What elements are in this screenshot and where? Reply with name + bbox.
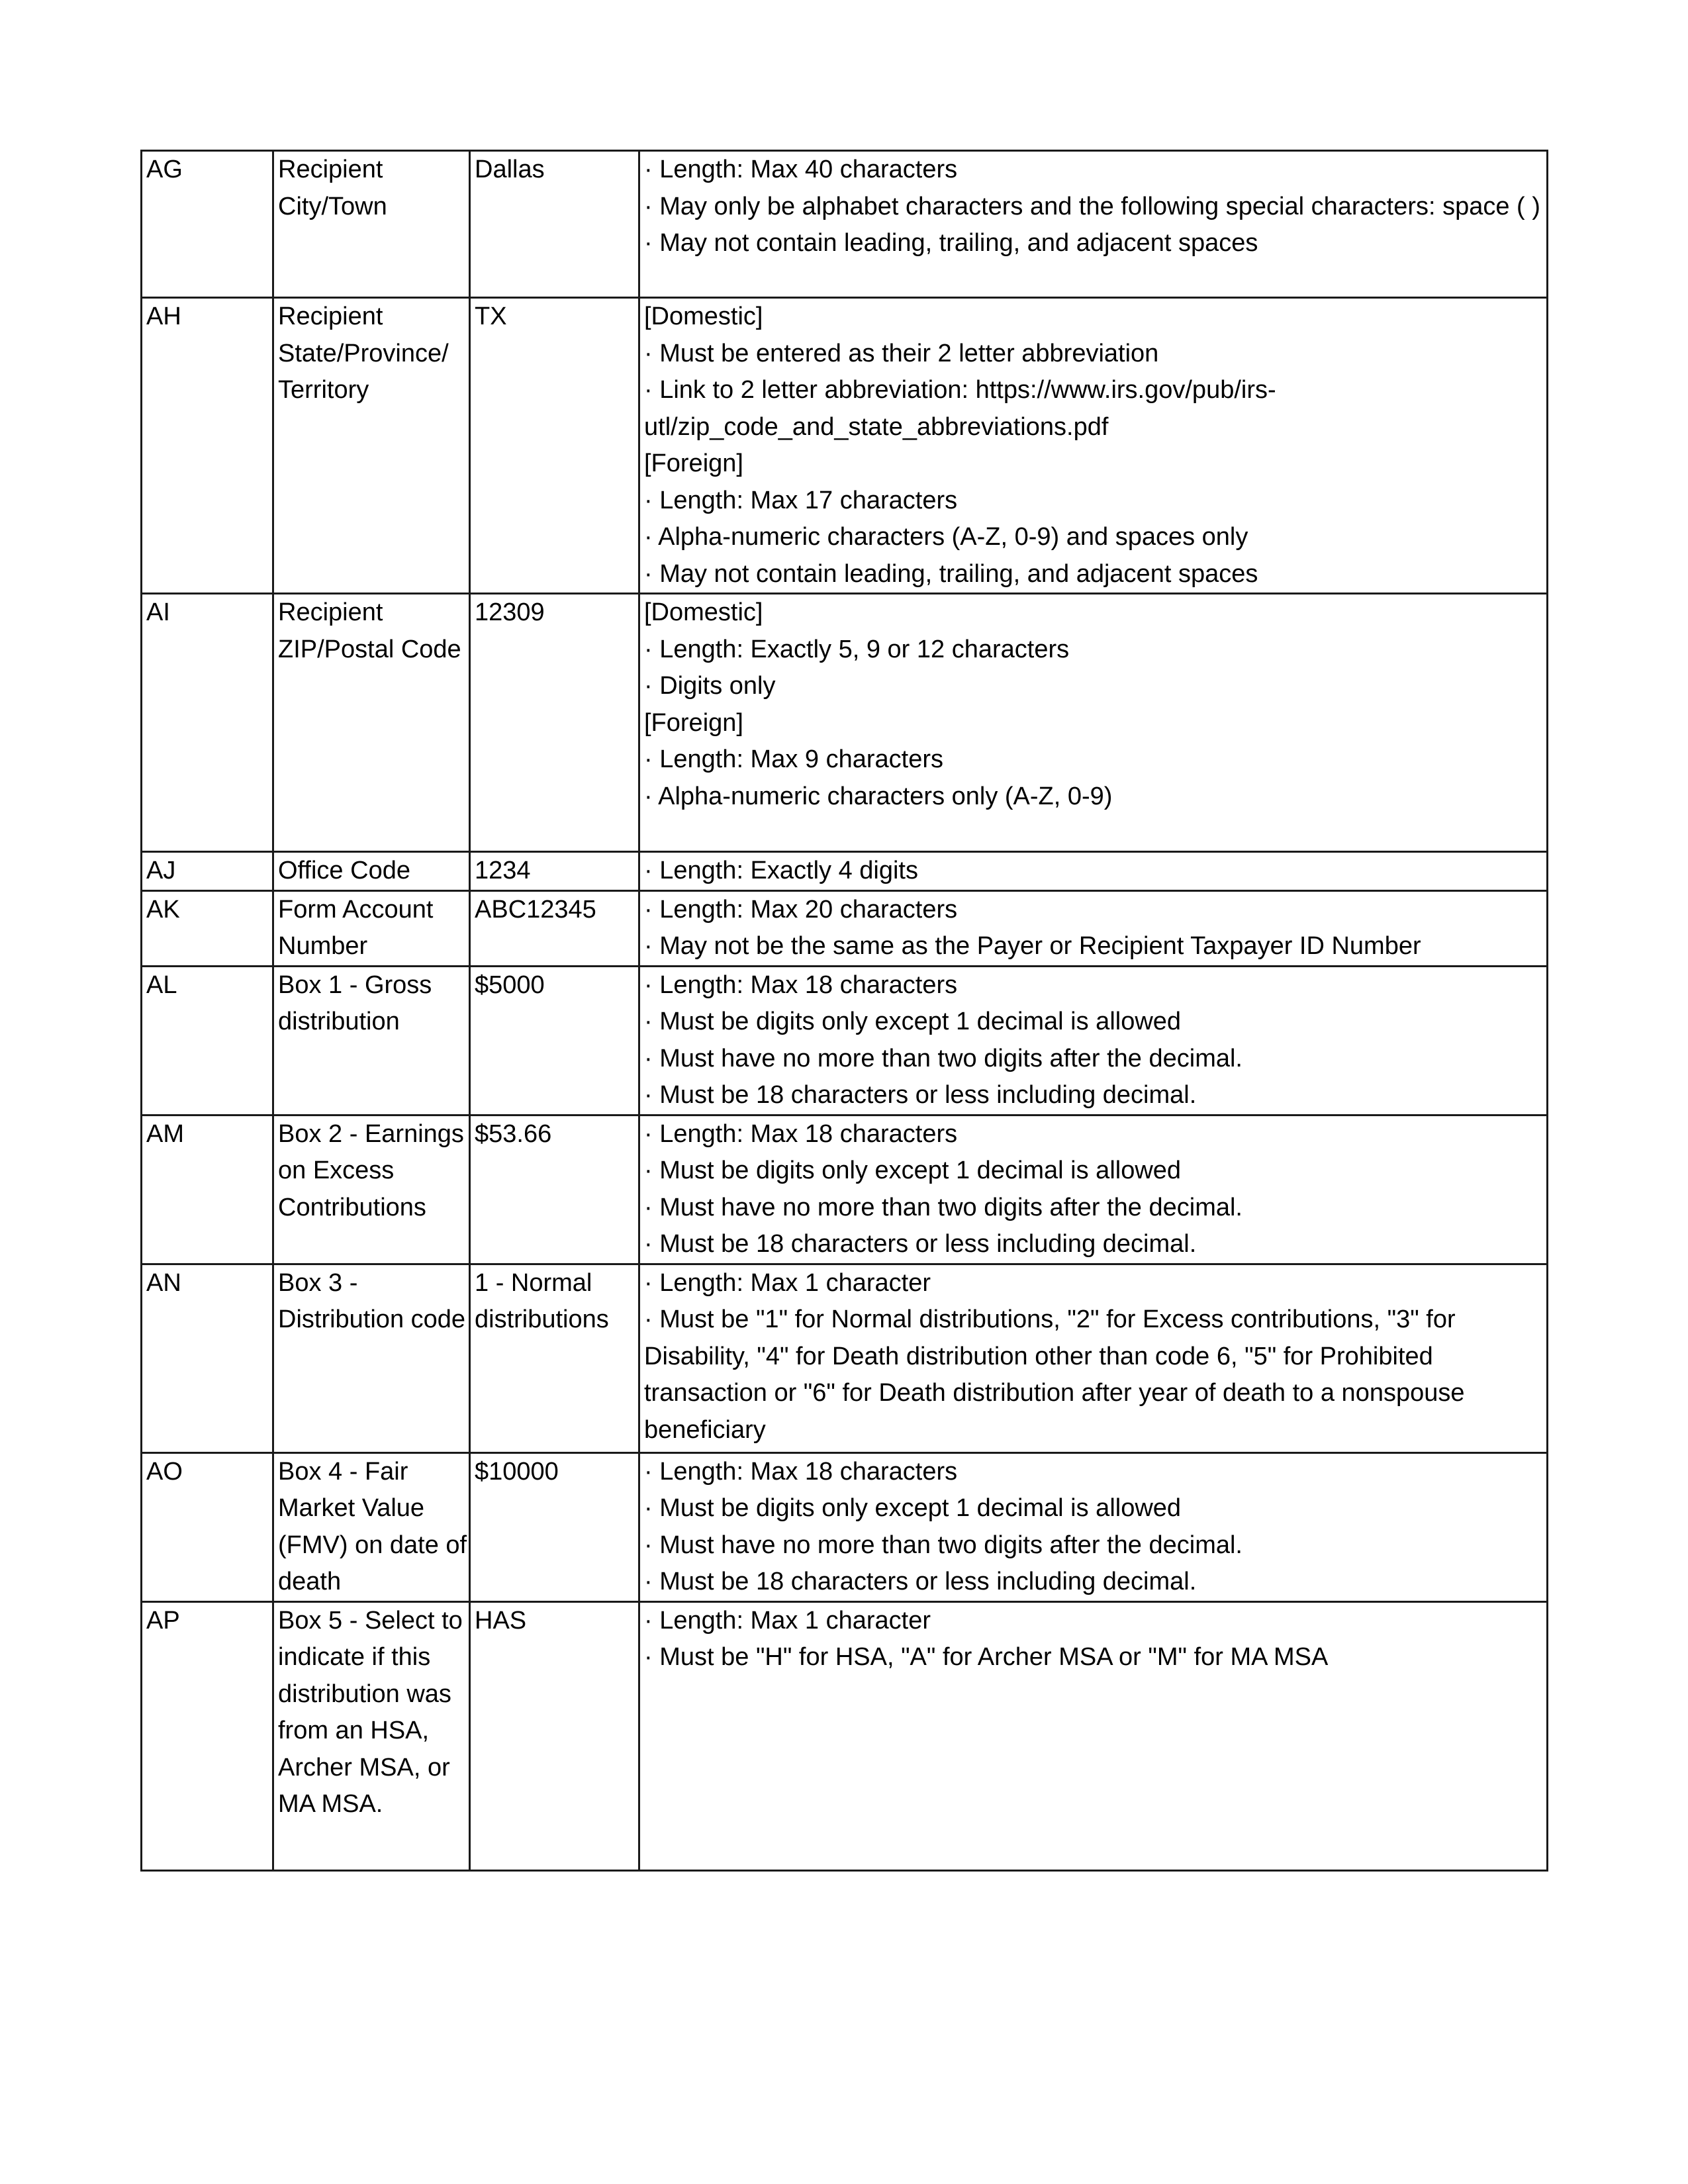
rule-line: · Length: Max 1 character (644, 1268, 931, 1297)
field-name-cell: Box 4 - Fair Market Value (FMV) on date of death (273, 1452, 470, 1601)
validation-rules-cell (639, 1264, 1548, 1452)
validation-rules-cell (639, 1452, 1548, 1601)
rule-line: · Alpha-numeric characters only (A-Z, 0-9) (644, 782, 1113, 810)
field-name-cell: Form Account Number (273, 890, 470, 966)
rule-line: · May not be the same as the Payer or Recipient Taxpayer ID Number (644, 932, 1421, 960)
rule-line: · Must be 18 characters or less including decimal. (644, 1230, 1197, 1258)
rule-line: · Length: Max 17 characters (644, 486, 958, 514)
table-row (142, 151, 1548, 298)
example-value-cell: ABC12345 (470, 890, 639, 966)
field-name-cell: Office Code (273, 852, 470, 891)
example-value-cell: $53.66 (470, 1115, 639, 1264)
example-value-cell: $5000 (470, 966, 639, 1115)
validation-rules-cell (639, 1601, 1548, 1870)
column-code-cell: AM (142, 1115, 273, 1264)
rule-line: · Must be digits only except 1 decimal is allowed (644, 1157, 1182, 1184)
example-value-cell: $10000 (470, 1452, 639, 1601)
rule-line: · Link to 2 letter abbreviation: https://www.irs.gov/pub/irs-utl/zip_code_and_state_abbreviations.pdf (644, 376, 1276, 441)
example-value-cell: Dallas (470, 151, 639, 298)
rule-line: · Length: Max 20 characters (644, 895, 958, 924)
table-row (142, 594, 1548, 852)
rule-line: · May not contain leading, trailing, and adjacent spaces (644, 559, 1258, 588)
rule-line: · Must be digits only except 1 decimal is allowed (644, 1008, 1182, 1035)
rule-line: · Length: Max 40 characters (644, 156, 958, 183)
rule-line: · May only be alphabet characters and the following special characters: space ( ) (644, 192, 1540, 220)
validation-rules-cell (639, 966, 1548, 1115)
field-name-cell: Box 5 - Select to indicate if this distribution was from an HSA, Archer MSA, or MA MSA. (273, 1601, 470, 1870)
field-spec-table (140, 150, 1548, 1872)
column-code-cell: AJ (142, 852, 273, 891)
example-value-cell: 1234 (470, 852, 639, 891)
rule-line: [Domestic] (644, 303, 763, 330)
rule-line: · Must have no more than two digits after the decimal. (644, 1044, 1243, 1072)
column-code-cell: AH (142, 298, 273, 594)
example-value-cell: HAS (470, 1601, 639, 1870)
column-code-cell: AK (142, 890, 273, 966)
column-code-cell: AN (142, 1264, 273, 1452)
validation-rules-cell (639, 594, 1548, 852)
validation-rules-cell (639, 1115, 1548, 1264)
field-name-cell: Recipient State/Province/ Territory (273, 298, 470, 594)
rule-line: · Must be 18 characters or less including decimal. (644, 1568, 1197, 1595)
rule-line: · Length: Max 18 characters (644, 1119, 958, 1148)
field-name-cell: Box 1 - Gross distribution (273, 966, 470, 1115)
rule-line: · Must be 18 characters or less including decimal. (644, 1081, 1197, 1109)
column-code-cell: AG (142, 151, 273, 298)
table-row (142, 1115, 1548, 1264)
validation-rules-cell (639, 890, 1548, 966)
rule-line: · Must have no more than two digits after the decimal. (644, 1193, 1243, 1221)
rule-line: · Digits only (644, 672, 776, 700)
rule-line: [Foreign] (644, 708, 743, 737)
table-row (142, 298, 1548, 594)
column-code-cell: AP (142, 1601, 273, 1870)
rule-line: · Must be entered as their 2 letter abbreviation (644, 339, 1159, 367)
column-code-cell: AO (142, 1452, 273, 1601)
rule-line: · Length: Max 9 characters (644, 745, 943, 773)
rule-line: · Alpha-numeric characters (A-Z, 0-9) and spaces only (644, 523, 1248, 551)
rule-line: · Must be digits only except 1 decimal is allowed (644, 1494, 1182, 1522)
example-value-cell: 1 - Normal distributions (470, 1264, 639, 1452)
example-value-cell: TX (470, 298, 639, 594)
table-row (142, 1601, 1548, 1870)
example-value-cell: 12309 (470, 594, 639, 852)
table-row (142, 890, 1548, 966)
rule-line: · Length: Exactly 4 digits (644, 857, 918, 884)
rule-line: · May not contain leading, trailing, and adjacent spaces (644, 229, 1258, 257)
rule-line: · Length: Exactly 5, 9 or 12 characters (644, 635, 1070, 663)
rule-line: · Must have no more than two digits after the decimal. (644, 1531, 1243, 1559)
column-code-cell: AL (142, 966, 273, 1115)
field-name-cell: Recipient City/Town (273, 151, 470, 298)
validation-rules-cell (639, 298, 1548, 594)
table-row (142, 1264, 1548, 1452)
table-row (142, 852, 1548, 891)
rule-line: · Length: Max 18 characters (644, 1457, 958, 1486)
rule-line: · Must be "1" for Normal distributions, "2" for Excess contributions, "3" for Disability, "4" for Death distribution other than code 6, "5" for Prohibited transaction or "6" for Death distribution after year of death to a nonspouse beneficiary (644, 1306, 1465, 1444)
field-name-cell: Box 3 - Distribution code (273, 1264, 470, 1452)
field-spec-table-body (142, 151, 1548, 1871)
rule-line: · Must be "H" for HSA, "A" for Archer MSA or "M" for MA MSA (644, 1643, 1329, 1671)
validation-rules-cell (639, 151, 1548, 298)
column-code-cell: AI (142, 594, 273, 852)
field-name-cell: Box 2 - Earnings on Excess Contributions (273, 1115, 470, 1264)
rule-line: [Foreign] (644, 450, 743, 477)
table-row (142, 1452, 1548, 1601)
rule-line: [Domestic] (644, 598, 763, 626)
table-row (142, 966, 1548, 1115)
rule-line: · Length: Max 1 character (644, 1606, 931, 1635)
field-name-cell: Recipient ZIP/Postal Code (273, 594, 470, 852)
rule-line: · Length: Max 18 characters (644, 971, 958, 999)
validation-rules-cell (639, 852, 1548, 891)
